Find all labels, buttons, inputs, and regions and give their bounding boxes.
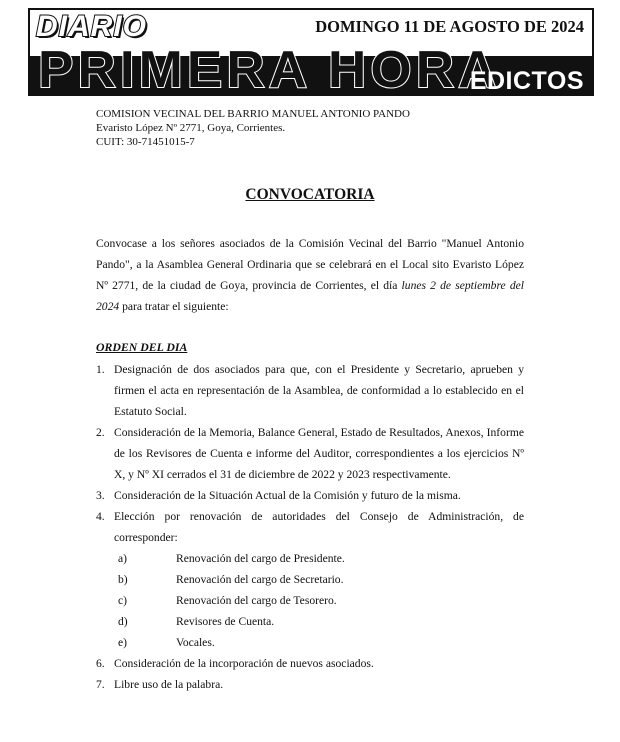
list-item bbox=[96, 422, 524, 485]
item-number: 4. bbox=[96, 510, 105, 523]
sub-text: Renovación del cargo de Tesorero. bbox=[176, 594, 337, 607]
list-item bbox=[96, 506, 524, 548]
item-number: 2. bbox=[96, 426, 105, 439]
item-number: 7. bbox=[96, 678, 105, 691]
issue-date: DOMINGO 11 DE AGOSTO DE 2024 bbox=[315, 17, 584, 36]
intro-date: lunes 2 de septiembre del 2024 bbox=[96, 279, 524, 313]
list-item bbox=[96, 359, 524, 422]
sub-item bbox=[96, 569, 524, 590]
intro-text: Convocase a los señores asociados de la Comisión Vecinal del Barrio "Manuel Antonio Pando", a la Asamblea General Ordinaria que se celebrará en el Local sito Evaristo López Nº 2771, de la ciudad de Goya, provincia de Corrientes, el día bbox=[96, 237, 524, 292]
section-label: EDICTOS bbox=[469, 67, 584, 95]
list-item bbox=[96, 485, 524, 506]
issuer-name: COMISION VECINAL DEL BARRIO MANUEL ANTONIO PANDO bbox=[96, 108, 410, 120]
sub-letter: c) bbox=[118, 594, 128, 607]
sub-text: Renovación del cargo de Presidente. bbox=[176, 552, 345, 565]
item-text: Designación de dos asociados para que, con el Presidente y Secretario, aprueben y firmen el acta en representación de la Asamblea, de conformidad a lo establecido en el Estatuto Social. bbox=[114, 363, 524, 418]
masthead-diario: DIARIO bbox=[36, 10, 147, 43]
item-number: 6. bbox=[96, 657, 105, 670]
item-text: Elección por renovación de autoridades del Consejo de Administración, de corresponder: bbox=[114, 510, 524, 544]
sub-text: Revisores de Cuenta. bbox=[176, 615, 275, 628]
list-item bbox=[96, 674, 524, 695]
orden-list bbox=[96, 359, 524, 695]
item-number: 3. bbox=[96, 489, 105, 502]
sub-item bbox=[96, 611, 524, 632]
sub-text: Vocales. bbox=[176, 636, 215, 649]
sub-letter: d) bbox=[118, 615, 128, 628]
document-title: CONVOCATORIA bbox=[245, 186, 375, 203]
masthead bbox=[28, 8, 594, 99]
item-text: Consideración de la incorporación de nuevos asociados. bbox=[114, 657, 374, 670]
item-number: 1. bbox=[96, 363, 105, 376]
issuer-cuit: CUIT: 30-71451015-7 bbox=[96, 136, 195, 148]
item-text: Libre uso de la palabra. bbox=[114, 678, 224, 691]
issuer-block bbox=[96, 107, 410, 149]
sub-letter: e) bbox=[118, 636, 128, 649]
list-item bbox=[96, 653, 524, 674]
orden-del-dia-heading: ORDEN DEL DIA bbox=[96, 340, 188, 354]
sub-item bbox=[96, 632, 524, 653]
item-text: Consideración de la Memoria, Balance General, Estado de Resultados, Anexos, Informe de los Revisores de Cuenta e informe del Auditor, correspondientes a los ejercicios Nº X, y Nº XI cerrados el 31 de diciembre de 2022 y 2023 respectivamente. bbox=[114, 426, 524, 481]
sub-letter: a) bbox=[118, 552, 128, 565]
sub-item bbox=[96, 590, 524, 611]
intro-text-end: para tratar el siguiente: bbox=[119, 300, 229, 313]
issuer-address: Evaristo López Nº 2771, Goya, Corrientes. bbox=[96, 122, 286, 134]
sub-item bbox=[96, 548, 524, 569]
intro-paragraph bbox=[96, 233, 524, 317]
sub-letter: b) bbox=[118, 573, 128, 586]
newspaper-name: PRIMERA HORA bbox=[38, 41, 501, 99]
sub-text: Renovación del cargo de Secretario. bbox=[176, 573, 344, 586]
item-text: Consideración de la Situación Actual de la Comisión y futuro de la misma. bbox=[114, 489, 461, 502]
